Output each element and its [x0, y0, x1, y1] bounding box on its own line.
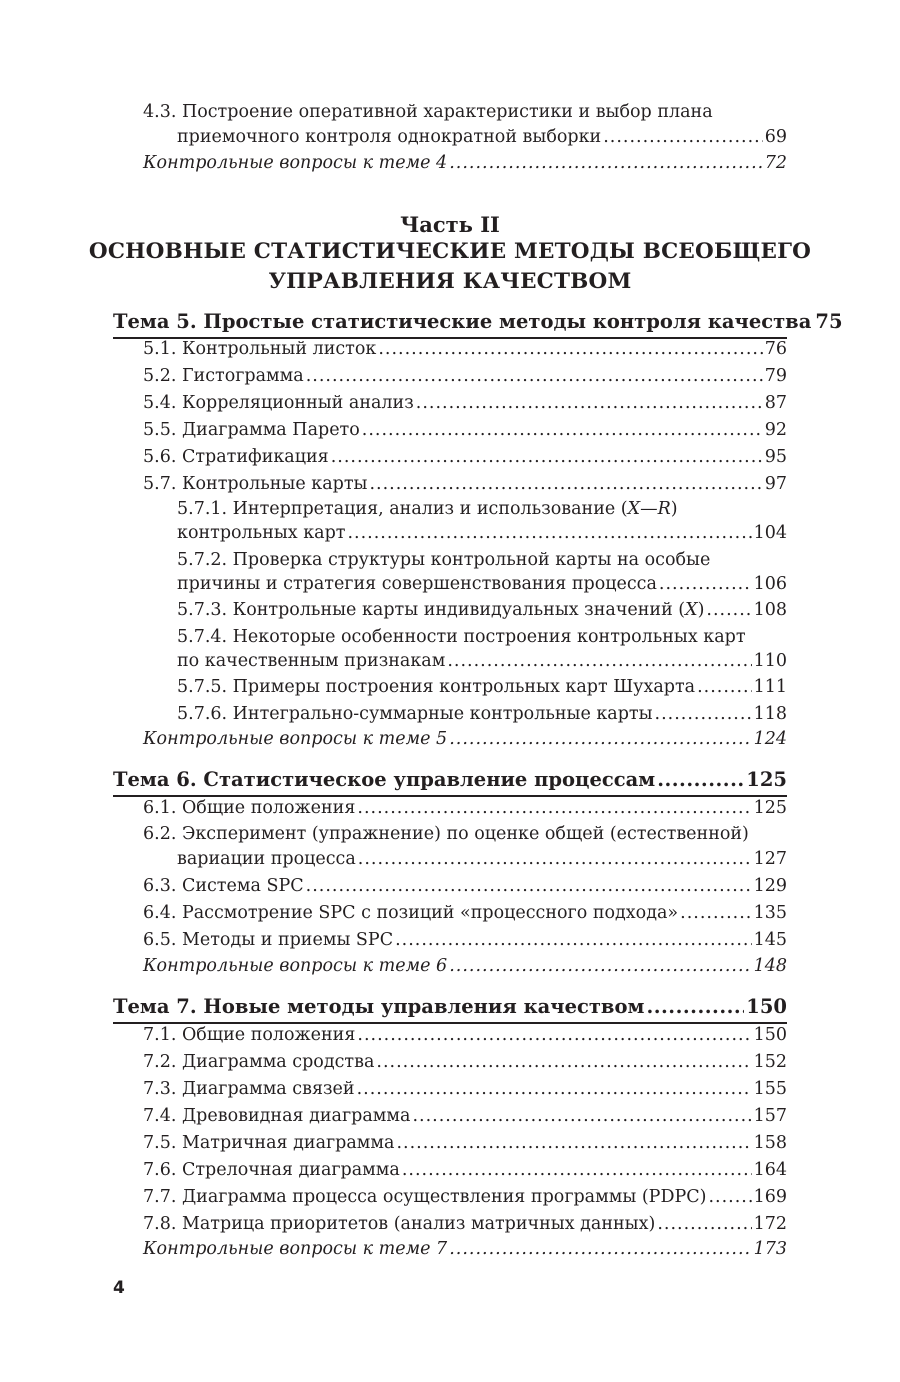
topic-7-heading[interactable]: [113, 993, 787, 1021]
leader-dots: [416, 391, 763, 415]
topic-6-heading[interactable]: [113, 766, 787, 794]
leader-dots: [680, 901, 751, 925]
entry-title: контрольных карт: [177, 523, 346, 543]
page-ref: 125: [753, 798, 787, 818]
page-ref: 72: [764, 153, 787, 173]
entry-title: 7.8. Матрица приоритетов (анализ матричных данных): [143, 1214, 656, 1234]
entry-title: 7.7. Диаграмма процесса осуществления программы (PDPC): [143, 1187, 707, 1207]
entry-title: 7.6. Стрелочная диаграмма: [143, 1160, 400, 1180]
entry-questions-5[interactable]: [143, 727, 787, 751]
leader-dots: [449, 1237, 751, 1261]
entry-5-7-2[interactable]: [177, 572, 787, 596]
entry-title: Тема 5. Простые статистические методы контроля качества: [113, 310, 812, 333]
entry-title: 7.2. Диаграмма сродства: [143, 1052, 375, 1072]
leader-dots: [357, 1023, 751, 1047]
leader-dots: [708, 1185, 751, 1209]
leader-dots: [657, 766, 744, 794]
page-ref: 76: [764, 339, 787, 359]
entry-5-6[interactable]: [143, 445, 787, 469]
entry-5-2[interactable]: [143, 364, 787, 388]
entry-6-4[interactable]: [143, 901, 787, 925]
entry-title: 6.1. Общие положения: [143, 798, 356, 818]
page-ref: 152: [753, 1052, 787, 1072]
page-ref: 169: [753, 1187, 787, 1207]
leader-dots: [306, 874, 752, 898]
entry-5-4[interactable]: [143, 391, 787, 415]
entry-6-5[interactable]: [143, 928, 787, 952]
leader-dots: [402, 1158, 752, 1182]
leader-dots: [347, 521, 751, 545]
page-ref: 157: [753, 1106, 787, 1126]
page-ref: 69: [764, 127, 787, 147]
leader-dots: [646, 993, 744, 1021]
entry-title: 5.4. Корреляционный анализ: [143, 393, 414, 413]
entry-title: Контрольные вопросы к теме 4: [143, 153, 448, 173]
entry-title: Контрольные вопросы к теме 7: [143, 1239, 448, 1259]
entry-5-7-1[interactable]: [177, 521, 787, 545]
page-ref: 79: [764, 366, 787, 386]
entry-title: Контрольные вопросы к теме 6: [143, 956, 448, 976]
leader-dots: [603, 125, 763, 149]
entry-title: 7.3. Диаграмма связей: [143, 1079, 355, 1099]
topic-5-heading[interactable]: [113, 308, 843, 336]
page-ref: 158: [753, 1133, 787, 1153]
entry-title: приемочного контроля однократной выборки: [177, 127, 602, 147]
entry-5-5[interactable]: [143, 418, 787, 442]
leader-dots: [376, 1050, 751, 1074]
entry-title: 5.1. Контрольный листок: [143, 339, 377, 359]
entry-title: 7.1. Общие положения: [143, 1025, 356, 1045]
leader-dots: [655, 702, 752, 726]
entry-title: 6.4. Рассмотрение SPC с позиций «процессного подхода»: [143, 903, 679, 923]
leader-dots: [706, 598, 751, 622]
leader-dots: [378, 337, 762, 361]
entry-5-7[interactable]: [143, 472, 787, 496]
entry-title: 5.7.6. Интегрально-суммарные контрольные карты: [177, 704, 653, 724]
page-ref: 150: [746, 995, 787, 1018]
entry-5-7-5[interactable]: [177, 675, 787, 699]
entry-5-7-2-line1: 5.7.2. Проверка структуры контрольной карты на особые: [177, 550, 711, 570]
entry-title: 7.4. Древовидная диаграмма: [143, 1106, 411, 1126]
entry-7-3[interactable]: [143, 1077, 787, 1101]
entry-title: 5.7. Контрольные карты: [143, 474, 368, 494]
entry-questions-7[interactable]: [143, 1237, 787, 1261]
entry-7-2[interactable]: [143, 1050, 787, 1074]
entry-title: Контрольные вопросы к теме 5: [143, 729, 448, 749]
entry-questions-4[interactable]: [143, 151, 787, 175]
page-ref: 92: [764, 420, 787, 440]
entry-questions-6[interactable]: [143, 954, 787, 978]
page-ref: 155: [753, 1079, 787, 1099]
entry-5-7-3[interactable]: [177, 598, 787, 622]
page-ref: 172: [753, 1214, 787, 1234]
leader-dots: [657, 1212, 751, 1236]
entry-6-1[interactable]: [143, 796, 787, 820]
entry-5-7-6[interactable]: [177, 702, 787, 726]
entry-5-1[interactable]: [143, 337, 787, 361]
entry-title: причины и стратегия совершенствования процесса: [177, 574, 657, 594]
leader-dots: [357, 1077, 752, 1101]
entry-6-3[interactable]: [143, 874, 787, 898]
entry-title: Тема 6. Статистическое управление процессам: [113, 768, 656, 791]
leader-dots: [306, 364, 763, 388]
page-ref: 173: [753, 1239, 787, 1259]
page-ref: 87: [764, 393, 787, 413]
leader-dots: [697, 675, 752, 699]
entry-4-3-line1: 4.3. Построение оперативной характеристики и выбор плана: [143, 102, 713, 122]
entry-7-5[interactable]: [143, 1131, 787, 1155]
entry-title: 5.7.3. Контрольные карты индивидуальных значений (X): [177, 600, 705, 620]
entry-5-7-4-line1: 5.7.4. Некоторые особенности построения контрольных карт: [177, 627, 746, 647]
part-heading-line2: УПРАВЛЕНИЯ КАЧЕСТВОМ: [268, 269, 632, 294]
entry-7-4[interactable]: [143, 1104, 787, 1128]
entry-5-7-4[interactable]: [177, 649, 787, 673]
leader-dots: [369, 472, 762, 496]
page-ref: 150: [753, 1025, 787, 1045]
entry-title: 5.5. Диаграмма Парето: [143, 420, 360, 440]
page-ref: 106: [753, 574, 787, 594]
page-ref: 75: [815, 310, 843, 333]
page-ref: 104: [753, 523, 787, 543]
entry-6-2[interactable]: [177, 847, 787, 871]
entry-6-2-line1: 6.2. Эксперимент (упражнение) по оценке общей (естественной): [143, 824, 749, 844]
page-ref: 145: [753, 930, 787, 950]
entry-title: 7.5. Матричная диаграмма: [143, 1133, 395, 1153]
entry-title: Тема 7. Новые методы управления качеством: [113, 995, 645, 1018]
page-ref: 124: [753, 729, 787, 749]
entry-7-7[interactable]: [143, 1185, 787, 1209]
entry-title: 5.6. Стратификация: [143, 447, 329, 467]
page-number: 4: [113, 1278, 125, 1298]
entry-title: по качественным признакам: [177, 651, 446, 671]
entry-title: 5.7.5. Примеры построения контрольных карт Шухарта: [177, 677, 696, 697]
leader-dots: [357, 796, 751, 820]
entry-7-6[interactable]: [143, 1158, 787, 1182]
page-ref: 125: [746, 768, 787, 791]
page-ref: 95: [764, 447, 787, 467]
page-ref: 108: [753, 600, 787, 620]
leader-dots: [659, 572, 752, 596]
entry-7-1[interactable]: [143, 1023, 787, 1047]
leader-dots: [362, 418, 763, 442]
page-ref: 127: [753, 849, 787, 869]
entry-4-3[interactable]: [177, 125, 787, 149]
part-title: Часть II: [400, 212, 500, 237]
leader-dots: [396, 1131, 751, 1155]
page-ref: 118: [753, 704, 787, 724]
entry-title: 5.2. Гистограмма: [143, 366, 304, 386]
part-heading-line1: ОСНОВНЫЕ СТАТИСТИЧЕСКИЕ МЕТОДЫ ВСЕОБЩЕГО: [88, 239, 812, 264]
entry-title: 6.3. Система SPC: [143, 876, 304, 896]
leader-dots: [447, 649, 751, 673]
page-ref: 111: [753, 677, 787, 697]
entry-title: вариации процесса: [177, 849, 356, 869]
page-ref: 148: [753, 956, 787, 976]
leader-dots: [412, 1104, 751, 1128]
leader-dots: [449, 727, 751, 751]
page-ref: 129: [753, 876, 787, 896]
leader-dots: [331, 445, 763, 469]
leader-dots: [395, 928, 752, 952]
page-ref: 164: [753, 1160, 787, 1180]
page-ref: 97: [764, 474, 787, 494]
entry-5-7-1-line1: 5.7.1. Интерпретация, анализ и использование (X—R): [177, 499, 678, 519]
page-ref: 135: [753, 903, 787, 923]
page-ref: 110: [753, 651, 787, 671]
leader-dots: [449, 151, 763, 175]
leader-dots: [358, 847, 752, 871]
leader-dots: [449, 954, 751, 978]
entry-7-8[interactable]: [143, 1212, 787, 1236]
entry-title: 6.5. Методы и приемы SPC: [143, 930, 394, 950]
